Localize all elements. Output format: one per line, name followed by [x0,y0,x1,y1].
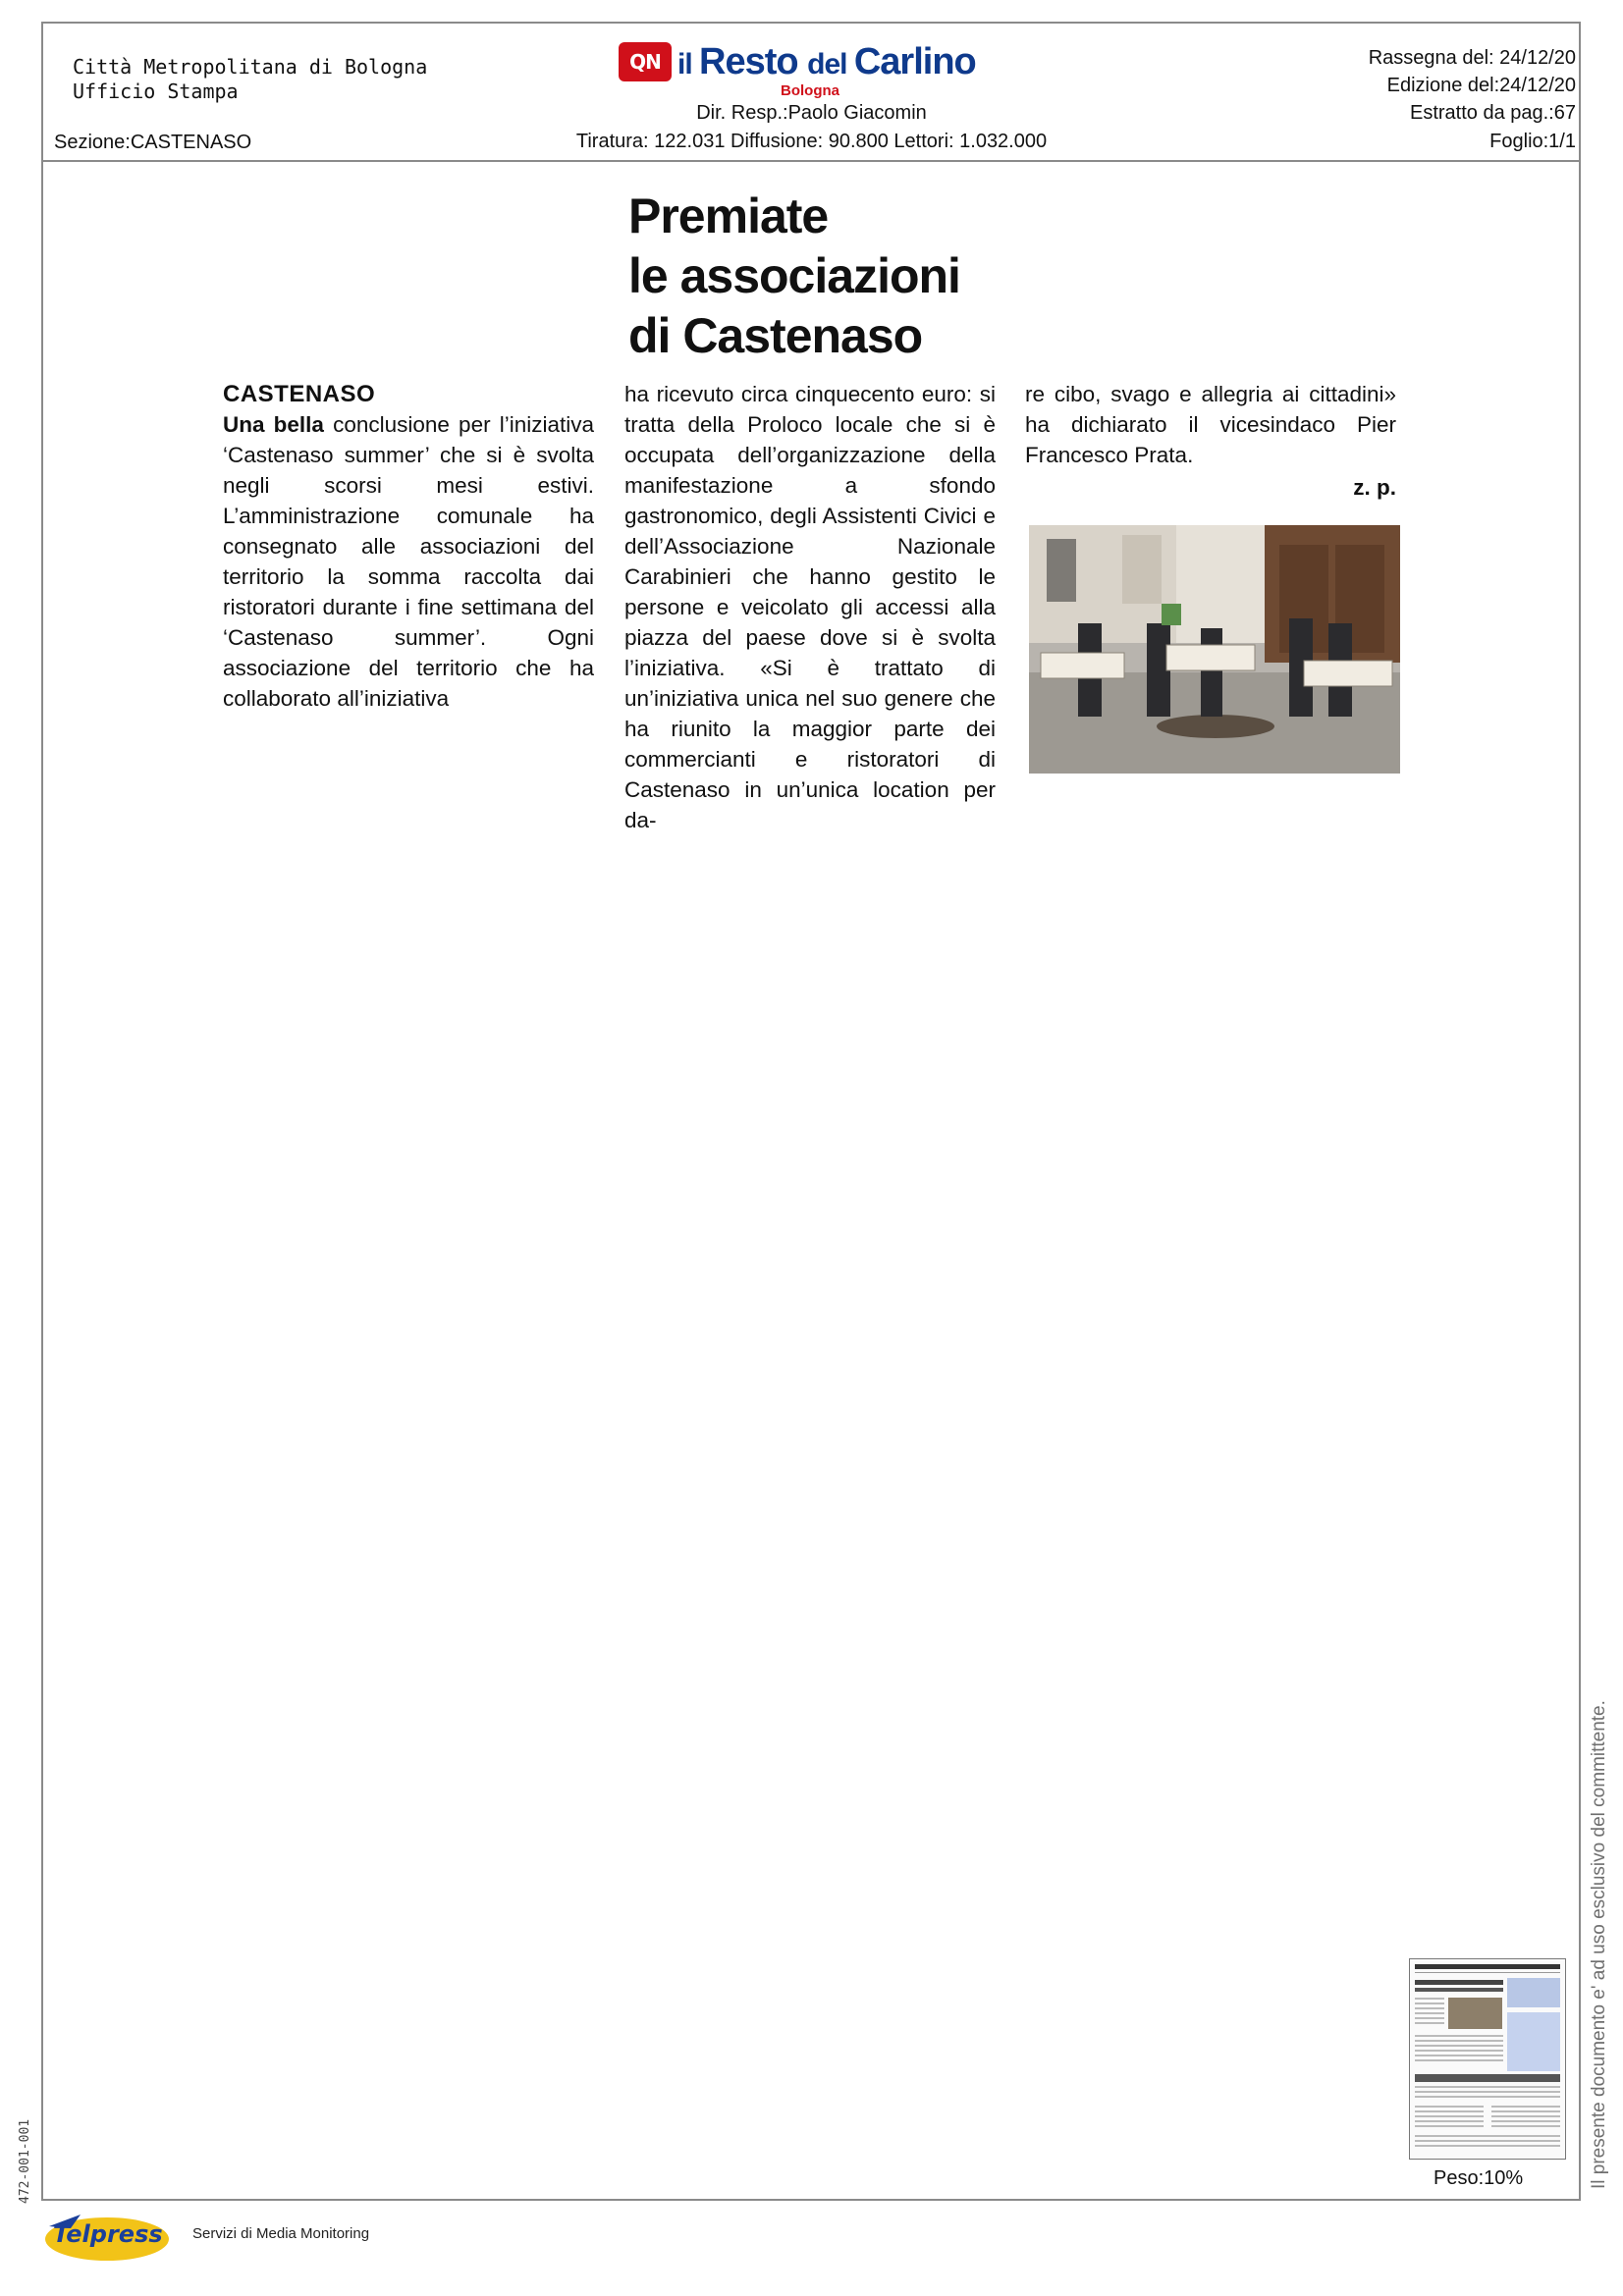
edizione-date: Edizione del:24/12/20 [1386,75,1576,96]
article-column-1 [223,379,594,714]
article-column-2 [624,379,996,835]
section-label: Sezione:CASTENASO [54,132,252,153]
circulation-line: Tiratura: 122.031 Diffusione: 90.800 Lettori: 1.032.000 [575,131,1048,152]
title-resto: Resto [699,40,808,82]
title-il: il [677,47,700,80]
newspaper-logo [619,37,976,86]
column-1-body: conclusione per l’iniziativa ‘Castenaso summer’ che si è svolta negli scorsi mesi estivi. L’amministrazione comunale ha consegnato alle associazioni del territorio la somma raccolta dai ristoratori durante i fine settimana del ‘Castenaso summer’. Ogni associazione del territorio che ha collaborato all’iniziativa [223,412,595,711]
sheet-number: Foglio:1/1 [1489,131,1576,152]
headline-line: Premiate [628,188,829,243]
rassegna-date: Rassegna del: 24/12/20 [1368,47,1576,69]
director-line: Dir. Resp.:Paolo Giacomin [696,102,927,124]
article-lead: Una bella [223,412,324,437]
title-del: del [807,47,854,80]
telpress-name: Telpress [53,2220,163,2248]
article-author: z. p. [1353,475,1396,500]
column-3-body: re cibo, svago e allegria ai cittadini» ha dichiarato il vicesindaco Pier Francesco Prata. [1025,382,1396,467]
article-photo [1029,525,1400,774]
page-thumbnail [1409,1958,1566,2160]
footer-service: Servizi di Media Monitoring [192,2225,370,2242]
edition-name: Bologna [781,82,839,99]
newspaper-title [677,41,976,83]
article-column-3 [1025,379,1396,503]
extract-page: Estratto da pag.:67 [1409,102,1576,124]
usage-notice: Il presente documento e' ad uso esclusivo del committente. [1589,1700,1609,2189]
column-2-body: ha ricevuto circa cinquecento euro: si tratta della Proloco locale che si è occupata dell’organizzazione della manifestazione a sfondo gastronomico, degli Assistenti Civici e dell’Associazione Nazionale Carabinieri che hanno gestito le persone e veicolato gli accessi alla piazza del paese dove si è svolta l’iniziativa. «Si è trattato di un’iniziativa unica nel suo genere che ha riunito la maggior parte dei commercianti e ristoratori di Castenaso in un’unica location per da- [624,382,996,832]
weight-label: Peso:10% [1434,2167,1524,2189]
page-code: 472-001-001 [18,2118,32,2204]
agency-office: Ufficio Stampa [73,80,239,103]
article-headline [628,187,1070,366]
headline-line: di Castenaso [628,308,923,363]
header-divider [41,160,1581,162]
column-1-text [223,409,594,714]
title-carlino: Carlino [853,40,976,82]
article-kicker: CASTENASO [223,381,376,407]
headline-line: le associazioni [628,248,960,303]
qn-badge: QN [619,42,672,81]
agency-name: Città Metropolitana di Bologna [73,55,428,79]
